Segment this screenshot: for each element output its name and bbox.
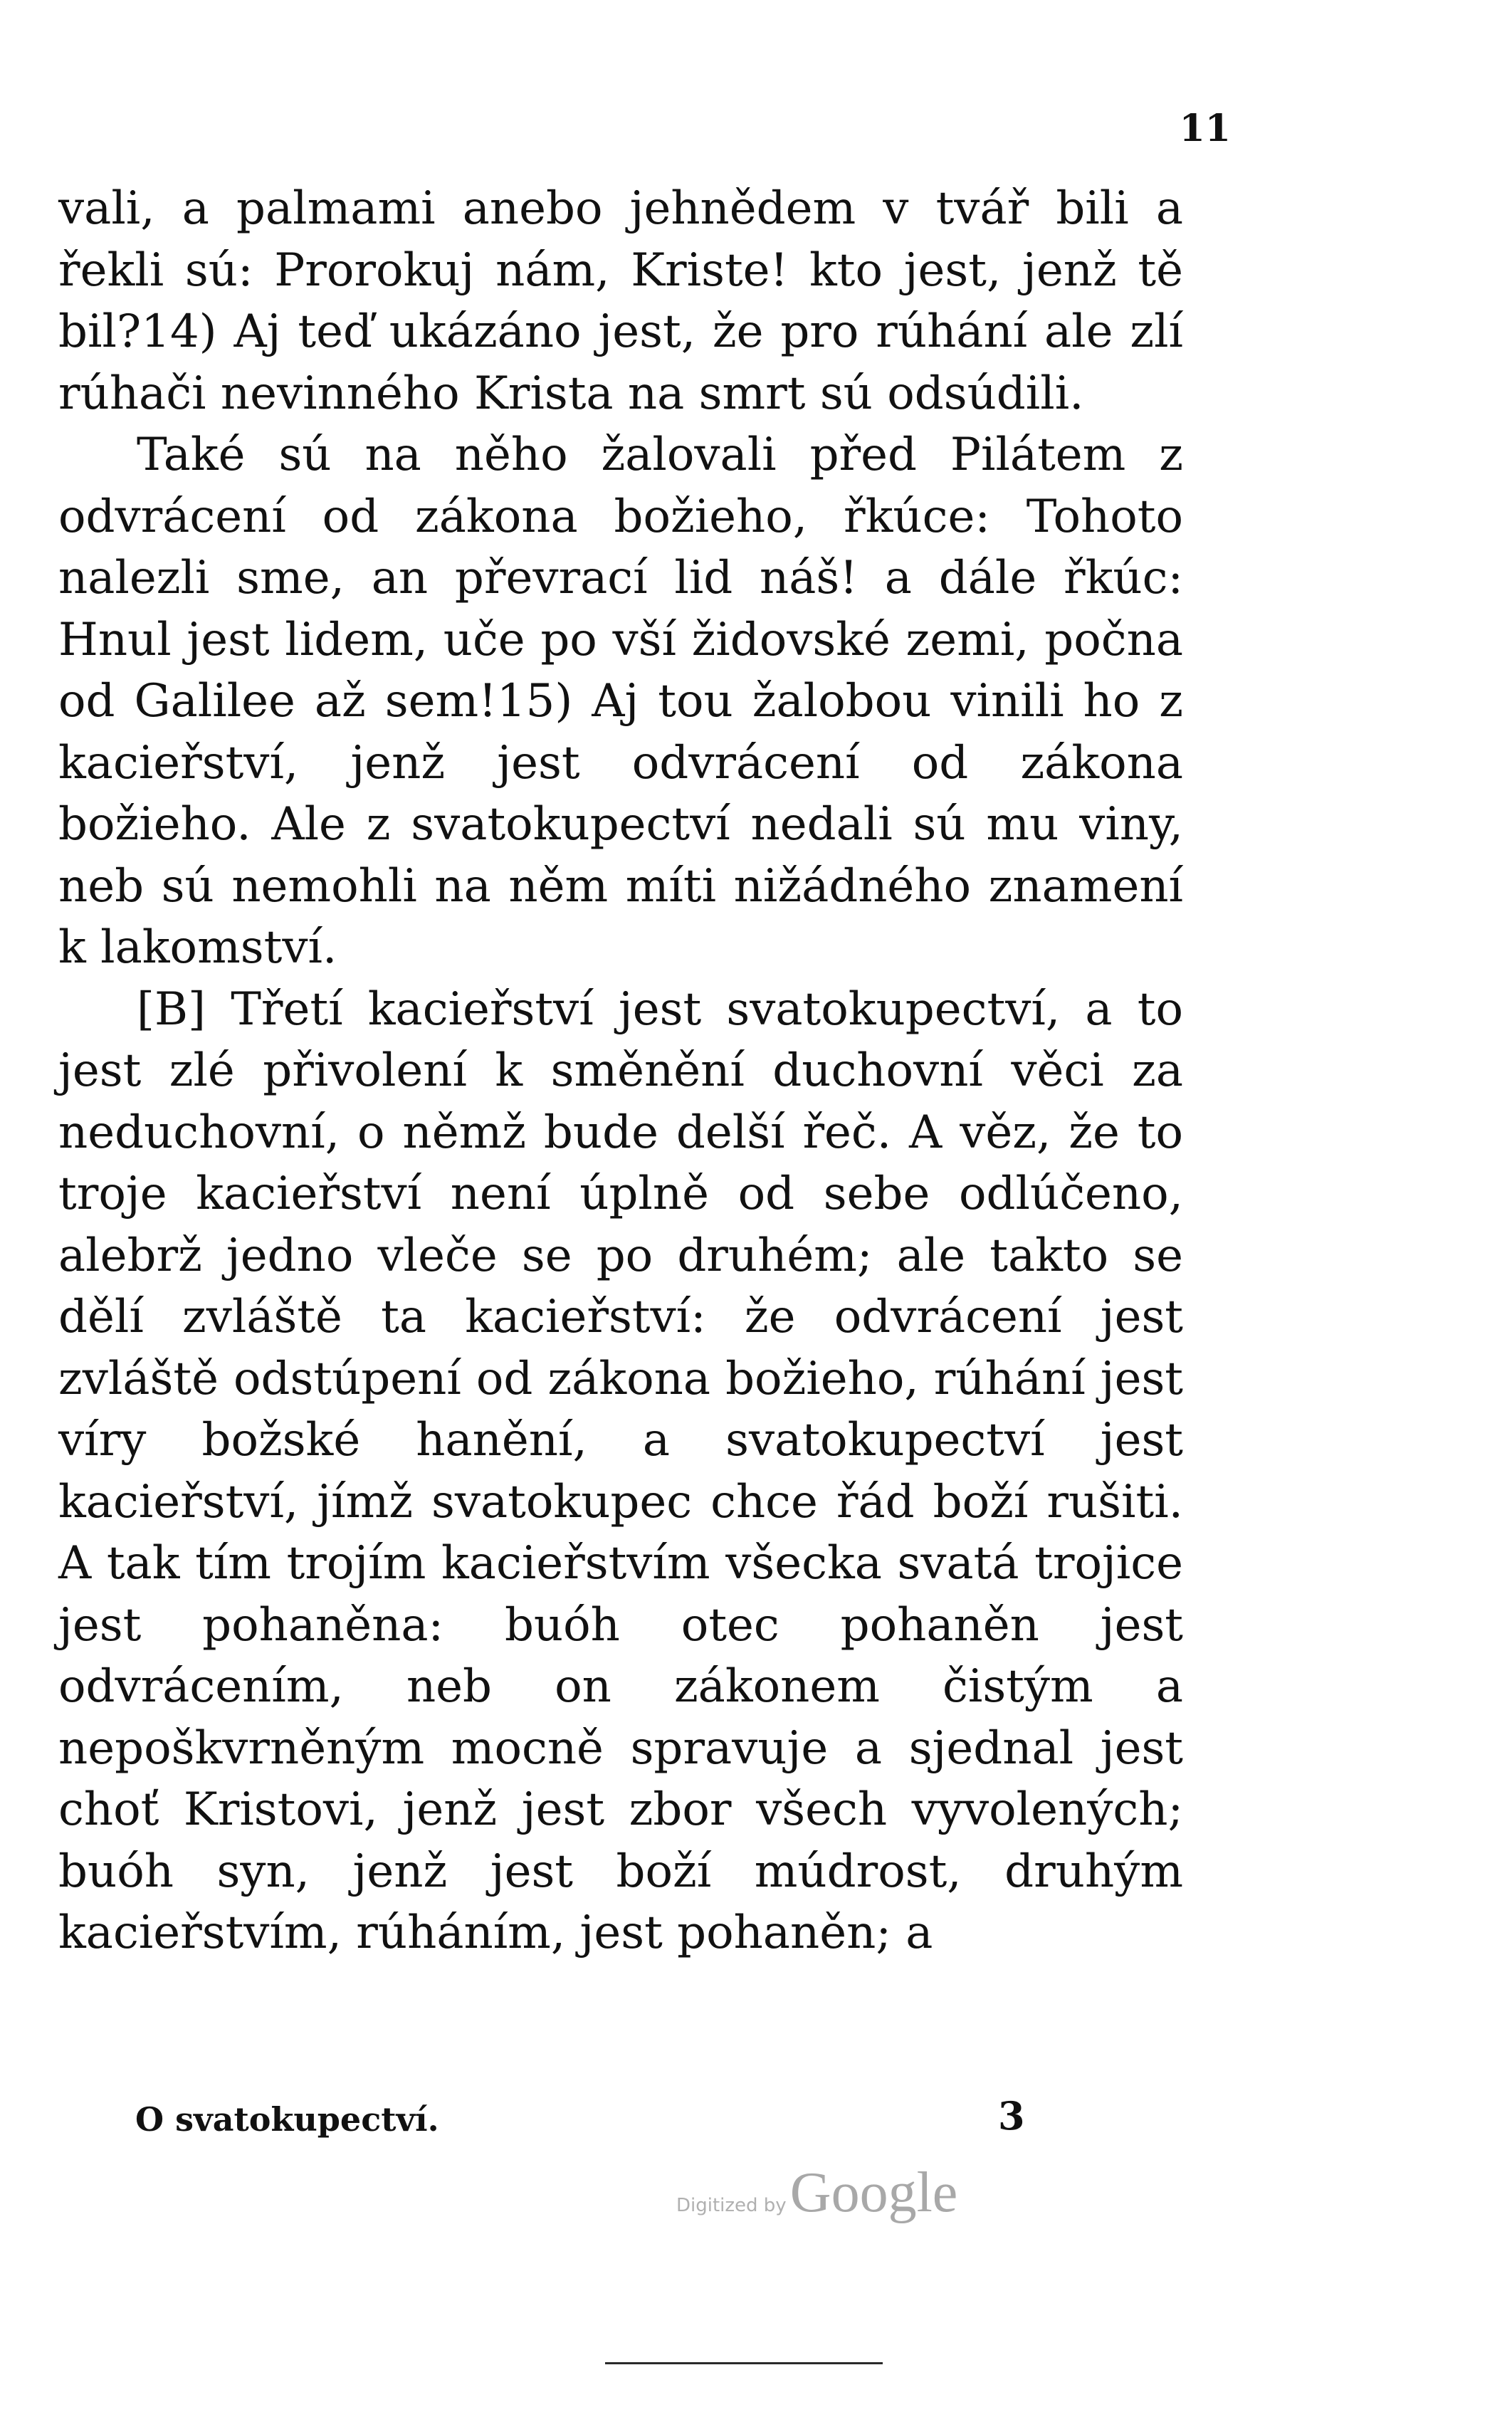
digitized-by-label: Digitized by [676,2195,787,2216]
google-logo: Google [789,2161,958,2224]
paragraph: Také sú na něho žalovali před Pilátem z odvrácení od zákona božieho, řkúce: Tohoto nalezli sme, an převrací lid náš! a dále řkúc: Hnul jest lidem, uče po vší židovské zemi, počna od Galilee až sem!15) Aj tou žalobou vinili ho z kacieřství, jenž jest odvrácení od zákona božieho. Ale z svatokupectví nedali sú mu viny, neb sú nemohli na něm míti nižádného znamení k lakomství. [58,429,1183,974]
page-number: 11 [1179,107,1231,150]
footer-title: O svatokupectví. [135,2100,439,2139]
signature-mark: 3 [998,2093,1025,2139]
body-text [58,178,1183,1964]
paragraph: [B] Třetí kacieřství jest svatokupectví, a to jest zlé přivolení k směnění duchovní věci za neduchovní, o němž bude delší řeč. A věz, že to troje kacieřství není úplně od sebe odlúčeno, alebrž jedno vleče se po druhém; ale takto se dělí zvláště ta kacieřství: že odvrácení jest zvláště odstúpení od zákona božieho, rúhání jest víry božské hanění, a svatokupectví jest kacieřství, jímž svatokupec chce řád boží rušiti. A tak tím trojím kacieřstvím všecka svatá trojice jest pohaněna: buóh otec pohaněn jest odvrácením, neb on zákonem čistým a nepoškvrněným mocně spravuje a sjednal jest choť Kristovi, jenž jest zbor všech vyvolených; buóh syn, jenž jest boží múdrost, druhým kacieřstvím, rúháním, jest pohaněn; a [58,982,1183,1959]
digitized-watermark [676,2161,957,2225]
paragraph: vali, a palmami anebo jehnědem v tvář bili a řekli sú: Prorokuj nám, Kriste! kto jest, jenž tě bil?14) Aj teď ukázáno jest, že pro rúhání ale zlí rúhači nevinného Krista na smrt sú odsúdili. [58,182,1183,420]
bottom-rule [605,2362,883,2364]
